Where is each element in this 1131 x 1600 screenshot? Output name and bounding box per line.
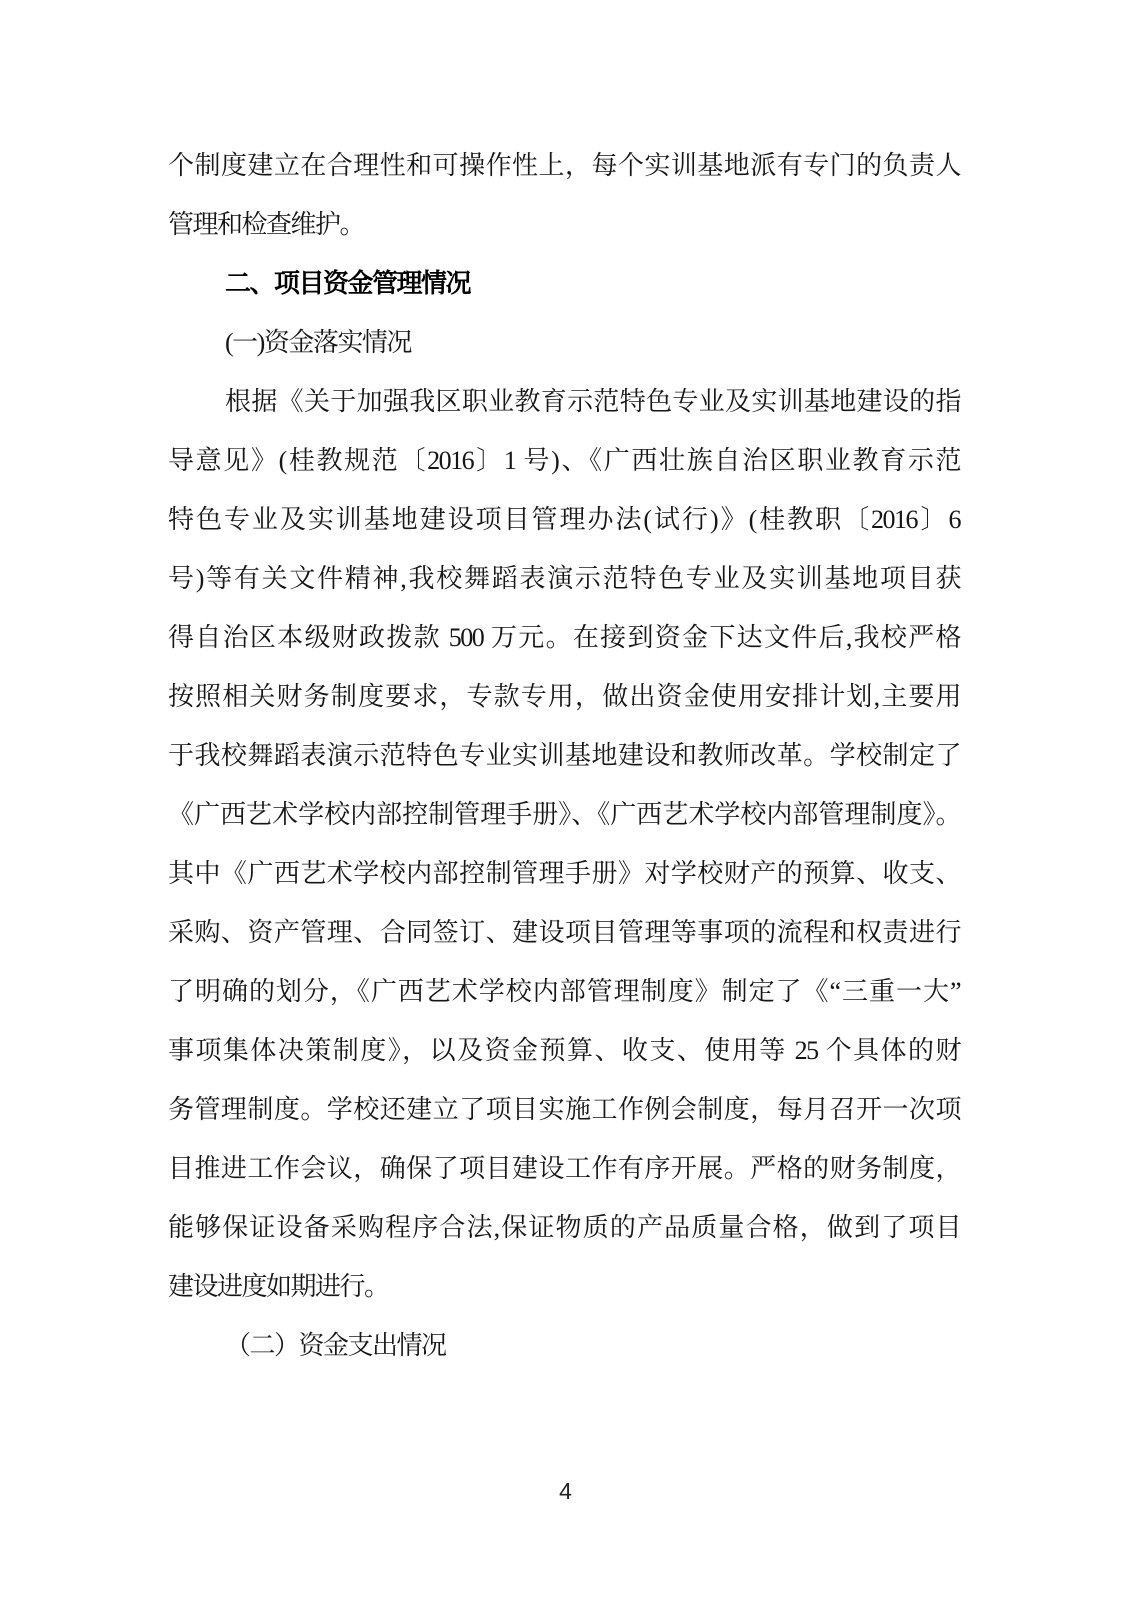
page-number: 4 xyxy=(559,1478,572,1504)
paragraph-end-line: 管理和检查维护。 xyxy=(168,210,365,239)
paragraph-line: 目推进工作会议，确保了项目建设工作有序开展。严格的财务制度， xyxy=(168,1154,960,1183)
paragraph-line: 根据《关于加强我区职业教育示范特色专业及实训基地建设的指 xyxy=(225,387,960,416)
paragraph-line: 能够保证设备采购程序合法,保证物质的产品质量合格，做到了项目 xyxy=(168,1213,960,1242)
page-footer xyxy=(0,1478,1131,1505)
paragraph-line: 按照相关财务制度要求，专款专用，做出资金使用安排计划,主要用 xyxy=(168,682,960,711)
paragraph-line: 特色专业及实训基地建设项目管理办法(试行)》(桂教职〔2016〕6 xyxy=(168,505,960,534)
paragraph-line: 了明确的划分，《广西艺术学校内部管理制度》制定了《“三重一大” xyxy=(168,977,960,1006)
subsection-heading-fund-expenditure: （二）资金支出情况 xyxy=(225,1331,446,1360)
paragraph-end-line: 建设进度如期进行。 xyxy=(168,1272,389,1301)
paragraph-line: 《广西艺术学校内部控制管理手册》、《广西艺术学校内部管理制度》。 xyxy=(168,800,960,829)
paragraph-line: 导意见》(桂教规范〔2016〕1 号)、《广西壮族自治区职业教育示范 xyxy=(168,446,960,475)
section-heading-fund-management: 二、项目资金管理情况 xyxy=(225,268,471,298)
paragraph-line: 事项集体决策制度》，以及资金预算、收支、使用等 25 个具体的财 xyxy=(168,1036,960,1065)
paragraph-line: 其中《广西艺术学校内部控制管理手册》对学校财产的预算、收支、 xyxy=(168,859,960,888)
paragraph-line: 号)等有关文件精神,我校舞蹈表演示范特色专业及实训基地项目获 xyxy=(168,564,960,593)
text-block xyxy=(168,136,960,1375)
paragraph-line: 得自治区本级财政拨款 500 万元。在接到资金下达文件后,我校严格 xyxy=(168,623,960,652)
paragraph-line: 于我校舞蹈表演示范特色专业实训基地建设和教师改革。学校制定了 xyxy=(168,741,960,770)
subsection-heading-fund-implementation: (一)资金落实情况 xyxy=(225,328,411,357)
paragraph-continuation-line: 个制度建立在合理性和可操作性上，每个实训基地派有专门的负责人 xyxy=(168,151,960,180)
paragraph-line: 采购、资产管理、合同签订、建设项目管理等事项的流程和权责进行 xyxy=(168,918,960,947)
paragraph-line: 务管理制度。学校还建立了项目实施工作例会制度，每月召开一次项 xyxy=(168,1095,960,1124)
